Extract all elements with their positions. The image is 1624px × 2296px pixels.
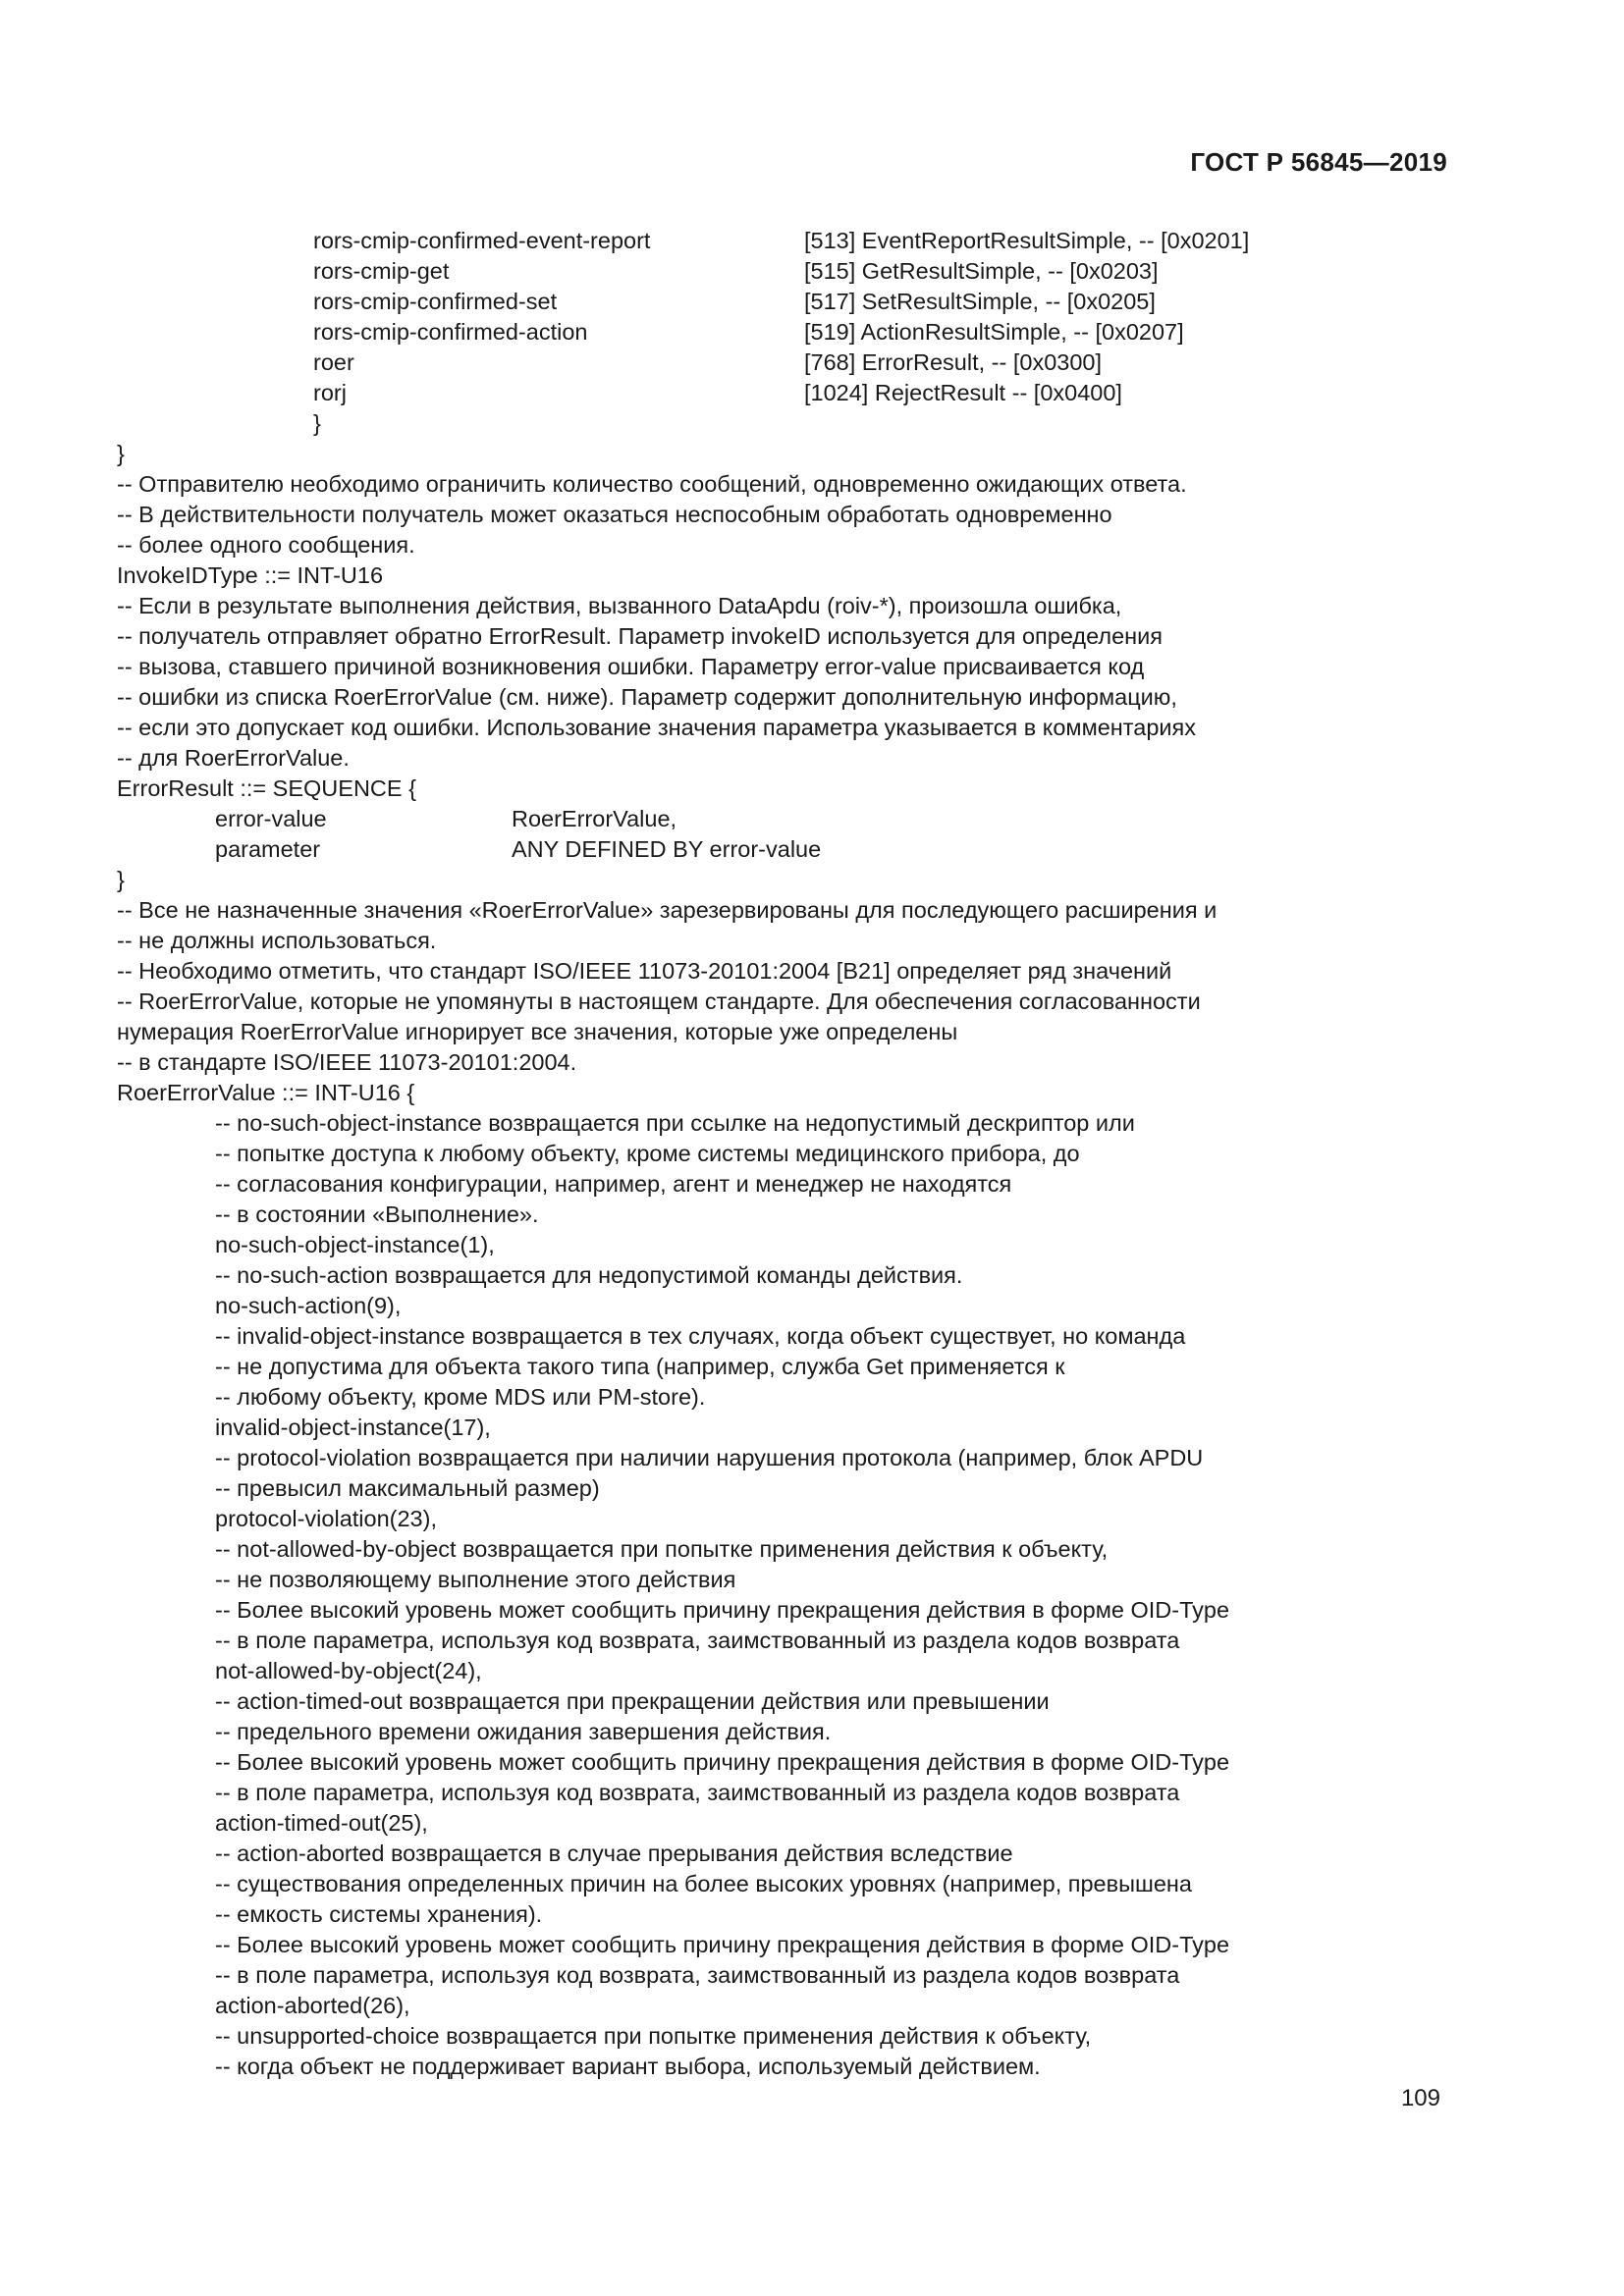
field-name: error-value: [215, 806, 327, 831]
text-line: -- protocol-violation возвращается при наличии нарушения протокола (например, блок APDU: [215, 1445, 1204, 1470]
text-line: -- превысил максимальный размер): [215, 1475, 600, 1501]
field-type: RoerErrorValue,: [512, 806, 677, 831]
rors-row-value: [513] EventReportResultSimple, -- [0x0201]: [804, 228, 1250, 253]
text-line: -- Более высокий уровень может сообщить причину прекращения действия в форме OID-Type: [215, 1597, 1230, 1623]
text-line: -- Более высокий уровень может сообщить причину прекращения действия в форме OID-Type: [215, 1749, 1230, 1775]
text-line: -- invalid-object-instance возвращается в тех случаях, когда объект существует, но команда: [215, 1323, 1186, 1349]
roer-error-values-section: [117, 1108, 1511, 2082]
text-line: нумерация RoerErrorValue игнорирует все значения, которые уже определены: [117, 1019, 958, 1044]
text-line: -- в поле параметра, используя код возврата, заимствованный из раздела кодов возврата: [215, 1780, 1180, 1805]
rors-row: [117, 317, 1511, 347]
text-line: no-such-action(9),: [215, 1293, 402, 1318]
page-content: [117, 226, 1511, 2082]
text-line: not-allowed-by-object(24),: [215, 1658, 482, 1683]
text-line: -- RoerErrorValue, которые не упомянуты в настоящем стандарте. Для обеспечения согласованности: [117, 988, 1201, 1014]
text-line: RoerErrorValue ::= INT-U16 {: [117, 1080, 415, 1105]
text-line: -- предельного времени ожидания завершения действия.: [215, 1719, 832, 1744]
rors-row: [117, 226, 1511, 256]
text-line: -- ошибки из списка RoerErrorValue (см. ниже). Параметр содержит дополнительную информацию,: [117, 684, 1177, 710]
rors-row-value: [768] ErrorResult, -- [0x0300]: [804, 349, 1103, 375]
rors-row-value: [519] ActionResultSimple, -- [0x0207]: [804, 319, 1184, 345]
text-line: -- в поле параметра, используя код возврата, заимствованный из раздела кодов возврата: [215, 1628, 1180, 1653]
text-line: -- в состоянии «Выполнение».: [215, 1201, 539, 1227]
text-line: -- Отправителю необходимо ограничить количество сообщений, одновременно ожидающих ответа.: [117, 471, 1187, 497]
rors-choice-table: [117, 226, 1511, 408]
text-line: -- согласования конфигурации, например, агент и менеджер не находятся: [215, 1171, 1012, 1197]
rors-row-value: [517] SetResultSimple, -- [0x0205]: [804, 289, 1156, 314]
text-line: -- action-timed-out возвращается при прекращении действия или превышении: [215, 1688, 1050, 1714]
roer-error-intro-section: [117, 865, 1511, 1108]
rors-row: [117, 287, 1511, 317]
rors-row-name: rors-cmip-get: [313, 258, 450, 284]
text-line: -- для RoerErrorValue.: [117, 745, 350, 771]
text-line: protocol-violation(23),: [215, 1506, 437, 1531]
rors-row-name: rors-cmip-confirmed-action: [313, 319, 588, 345]
rors-row: [117, 256, 1511, 287]
text-line: -- попытке доступа к любому объекту, кроме системы медицинского прибора, до: [215, 1141, 1080, 1166]
page-number: 109: [1400, 2085, 1440, 2111]
text-line: no-such-object-instance(1),: [215, 1232, 495, 1257]
rors-row-name: rorj: [313, 380, 347, 405]
rors-row: [117, 378, 1511, 408]
text-line: invalid-object-instance(17),: [215, 1415, 491, 1440]
text-line: -- в стандарте ISO/IEEE 11073-20101:2004.: [117, 1049, 577, 1075]
text-line: }: [117, 441, 125, 466]
text-line: -- не должны использоваться.: [117, 928, 437, 953]
text-line: -- Если в результате выполнения действия, вызванного DataApdu (roiv-*), произошла ошибка,: [117, 593, 1122, 618]
text-line: action-timed-out(25),: [215, 1810, 428, 1836]
text-line: ErrorResult ::= SEQUENCE {: [117, 775, 416, 801]
sequence-field: [117, 834, 1511, 865]
document-header: ГОСТ Р 56845—2019: [1190, 147, 1447, 177]
rors-row-name: roer: [313, 349, 354, 375]
text-line: action-aborted(26),: [215, 1993, 410, 2018]
text-line: -- в поле параметра, используя код возврата, заимствованный из раздела кодов возврата: [215, 1962, 1180, 1988]
text-line: -- емкость системы хранения).: [215, 1901, 543, 1927]
text-line: -- не допустима для объекта такого типа (например, служба Get применяется к: [215, 1354, 1065, 1379]
text-line: -- получатель отправляет обратно ErrorResult. Параметр invokeID используется для определения: [117, 623, 1163, 649]
field-type: ANY DEFINED BY error-value: [512, 836, 822, 862]
invoke-id-section: [117, 439, 1511, 804]
text-line: -- если это допускает код ошибки. Использование значения параметра указывается в комментариях: [117, 715, 1197, 740]
sequence-field: [117, 804, 1511, 834]
text-line: -- В действительности получатель может оказаться неспособным обработать одновременно: [117, 502, 1112, 527]
rors-row: [117, 347, 1511, 378]
text-line: -- Необходимо отметить, что стандарт ISO/IEEE 11073-20101:2004 [B21] определяет ряд значений: [117, 958, 1172, 984]
text-line: -- существования определенных причин на более высоких уровнях (например, превышена: [215, 1871, 1192, 1896]
error-result-fields: [117, 804, 1511, 865]
text-line: }: [117, 867, 125, 892]
text-line: -- no-such-action возвращается для недопустимой команды действия.: [215, 1262, 963, 1288]
rors-row-value: [515] GetResultSimple, -- [0x0203]: [804, 258, 1159, 284]
text-line: -- когда объект не поддерживает вариант выбора, используемый действием.: [215, 2054, 1041, 2079]
rors-row-name: rors-cmip-confirmed-event-report: [313, 228, 651, 253]
rors-close-brace: }: [313, 410, 321, 436]
rors-row-name: rors-cmip-confirmed-set: [313, 289, 558, 314]
text-line: -- action-aborted возвращается в случае прерывания действия вследствие: [215, 1841, 1013, 1866]
text-line: -- вызова, ставшего причиной возникновения ошибки. Параметру error-value присваивается код: [117, 654, 1145, 679]
text-line: -- Более высокий уровень может сообщить причину прекращения действия в форме OID-Type: [215, 1932, 1230, 1957]
text-line: -- любому объекту, кроме MDS или PM-store).: [215, 1384, 706, 1410]
rors-row-value: [1024] RejectResult -- [0x0400]: [804, 380, 1122, 405]
text-line: -- не позволяющему выполнение этого действия: [215, 1567, 736, 1592]
text-line: -- not-allowed-by-object возвращается при попытке применения действия к объекту,: [215, 1536, 1109, 1562]
text-line: -- unsupported-choice возвращается при попытке применения действия к объекту,: [215, 2023, 1092, 2049]
text-line: -- более одного сообщения.: [117, 532, 415, 558]
text-line: -- no-such-object-instance возвращается при ссылке на недопустимый дескриптор или: [215, 1110, 1135, 1136]
text-line: InvokeIDType ::= INT-U16: [117, 562, 384, 588]
text-line: -- Все не назначенные значения «RoerErrorValue» зарезервированы для последующего расширения и: [117, 897, 1218, 923]
field-name: parameter: [215, 836, 321, 862]
